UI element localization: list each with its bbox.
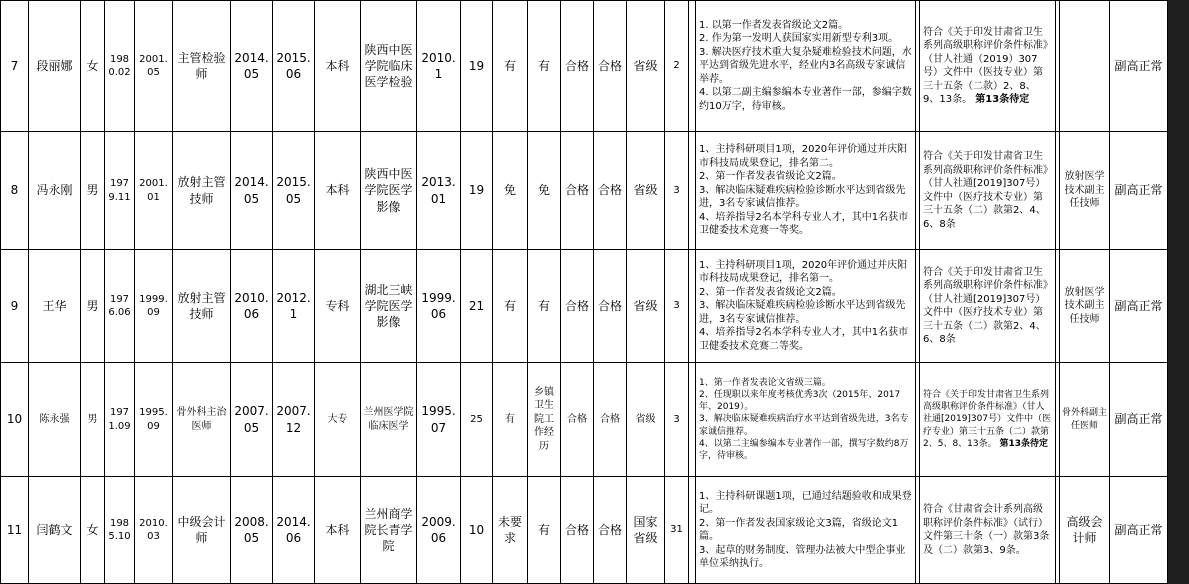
- condition-1-cell: 有: [493, 1, 528, 132]
- school-cell: 兰州医学院临床医学: [361, 363, 417, 477]
- basis-note: 第13条待定: [975, 94, 1029, 105]
- education-cell: 本科: [315, 132, 361, 250]
- edge-strip: [1168, 1, 1189, 132]
- basis-text: 符合《关于印发甘肃省卫生系列高级职称评价条件标准》（甘人社通[2019]307号）文件中（医疗技术专业）第三十五条（二）款第2、4、6、8条: [923, 267, 1048, 346]
- row-number: 7: [1, 1, 29, 132]
- achievement-item: 4、培养指导2名本学科专业人才，其中1名获市卫健委技术竞赛二等奖。: [699, 326, 912, 353]
- level-cell: 国家省级: [627, 477, 665, 584]
- edge-strip: [1168, 477, 1189, 584]
- basis-text: 符合《关于印发甘肃省卫生系列高级职称评价条件标准》（甘人社通（2019）307号）文件中（医技专业）第三十五条（二款）2、8、9、13条。: [923, 27, 1048, 106]
- row-number: 8: [1, 132, 29, 250]
- achievement-item: 4、以第二主编参编本专业著作一部，撰写字数约8万字，待审核。: [699, 438, 912, 462]
- achievement-item: 1、主持科研项目1项，2020年评价通过并庆阳市科技局成果登记，排名第一。: [699, 259, 912, 286]
- position-cell: 放射医学技术副主任技师: [1060, 132, 1110, 250]
- school-cell: 兰州商学院长青学院: [361, 477, 417, 584]
- condition-1-cell: 有: [493, 250, 528, 363]
- education-cell: 专科: [315, 250, 361, 363]
- condition-2-cell: 免: [528, 132, 561, 250]
- level-cell: 省级: [627, 363, 665, 477]
- level-cell: 省级: [627, 1, 665, 132]
- years-cell: 19: [461, 1, 493, 132]
- edge-strip: [1168, 132, 1189, 250]
- grad-date-cell: 1995.07: [417, 363, 461, 477]
- name-cell: 段丽娜: [29, 1, 81, 132]
- achievements-cell: [696, 477, 916, 584]
- level-cell: 省级: [627, 132, 665, 250]
- count-cell: 3: [665, 363, 689, 477]
- condition-4-cell: 合格: [594, 1, 627, 132]
- condition-4-cell: 合格: [594, 477, 627, 584]
- level2-cell: 副高正常: [1110, 477, 1168, 584]
- level2-cell: 副高正常: [1110, 132, 1168, 250]
- gender-cell: 男: [81, 132, 105, 250]
- achievement-item: 2、第一作者发表国家级论文3篇，省级论文1篇。: [699, 517, 912, 544]
- birth-cell: 1971.09: [105, 363, 135, 477]
- birth-cell: 1976.06: [105, 250, 135, 363]
- gender-cell: 女: [81, 477, 105, 584]
- condition-3-cell: 合格: [561, 363, 594, 477]
- achievement-item: 4、培养指导2名本学科专业人才，其中1名获市卫健委技术竞赛一等奖。: [699, 211, 912, 238]
- basis-cell: [920, 363, 1056, 477]
- school-cell: 陕西中医学院医学影像: [361, 132, 417, 250]
- school-cell: 湖北三峡学院医学影像: [361, 250, 417, 363]
- school-cell: 陕西中医学院临床医学检验: [361, 1, 417, 132]
- work-start-cell: 1999.09: [135, 250, 173, 363]
- condition-2-cell: 有: [528, 250, 561, 363]
- count-cell: 31: [665, 477, 689, 584]
- achievement-item: 2、第一作者发表省级论文2篇。: [699, 286, 912, 300]
- achievement-item: 2、任现职以来年度考核优秀3次（2015年、2017年、2019）。: [699, 389, 912, 413]
- work-start-cell: 1995.09: [135, 363, 173, 477]
- title-date2-cell: 2012.1: [273, 250, 315, 363]
- achievements-cell: [696, 250, 916, 363]
- condition-3-cell: 合格: [561, 132, 594, 250]
- condition-1-cell: 有: [493, 363, 528, 477]
- work-start-cell: 2001.05: [135, 1, 173, 132]
- table-row: [1, 132, 1189, 250]
- table-row: [1, 1, 1189, 132]
- edge-strip: [1168, 250, 1189, 363]
- gender-cell: 女: [81, 1, 105, 132]
- achievement-item: 3、解决临床疑难疾病检验诊断水平达到省级先进，3名专家诚信推荐。: [699, 299, 912, 326]
- work-start-cell: 2010.03: [135, 477, 173, 584]
- years-cell: 19: [461, 132, 493, 250]
- condition-2-cell: 乡镇卫生院工作经历: [528, 363, 561, 477]
- edge-strip: [1168, 363, 1189, 477]
- condition-3-cell: 合格: [561, 250, 594, 363]
- title-date2-cell: 2015.06: [273, 1, 315, 132]
- condition-4-cell: 合格: [594, 363, 627, 477]
- title-cell: 骨外科主治医师: [173, 363, 231, 477]
- level-cell: 省级: [627, 250, 665, 363]
- achievement-item: 1、第一作者发表论文省级三篇。: [699, 377, 912, 389]
- achievement-item: 1、主持科研课题1项，已通过结题验收和成果登记。: [699, 490, 912, 517]
- title-date2-cell: 2015.05: [273, 132, 315, 250]
- title-date-cell: 2008.05: [231, 477, 273, 584]
- birth-cell: 1979.11: [105, 132, 135, 250]
- basis-cell: [920, 250, 1056, 363]
- count-cell: 3: [665, 250, 689, 363]
- years-cell: 21: [461, 250, 493, 363]
- condition-2-cell: 有: [528, 477, 561, 584]
- achievement-item: 4. 以第二副主编参编本专业著作一部，参编字数约10万字，待审核。: [699, 86, 912, 113]
- basis-cell: [920, 132, 1056, 250]
- position-cell: 放射医学技术副主任技师: [1060, 250, 1110, 363]
- count-cell: 2: [665, 1, 689, 132]
- education-cell: 大专: [315, 363, 361, 477]
- level2-cell: 副高正常: [1110, 1, 1168, 132]
- grad-date-cell: 1999.06: [417, 250, 461, 363]
- achievement-item: 2. 作为第一发明人获国家实用新型专利3项。: [699, 32, 912, 46]
- name-cell: 王华: [29, 250, 81, 363]
- achievement-item: 2、第一作者发表省级论文2篇。: [699, 170, 912, 184]
- work-start-cell: 2001.01: [135, 132, 173, 250]
- row-number: 10: [1, 363, 29, 477]
- basis-text: 符合《甘肃省会计系列高级职称评价条件标准》（试行）文件第三十条（一）款第3条及（二）款第3、9条。: [923, 504, 1049, 556]
- name-cell: 陈永强: [29, 363, 81, 477]
- basis-text: 符合《关于印发甘肃省卫生系列高级职称评价条件标准》（甘人社通[2019]307号）文件中（医疗专业）第三十五条（二）款第2、5、8、13条。: [923, 390, 1051, 449]
- achievements-cell: [696, 363, 916, 477]
- name-cell: 冯永刚: [29, 132, 81, 250]
- years-cell: 10: [461, 477, 493, 584]
- position-cell: 骨外科副主任医师: [1060, 363, 1110, 477]
- condition-3-cell: 合格: [561, 477, 594, 584]
- title-cell: 放射主管技师: [173, 250, 231, 363]
- education-cell: 本科: [315, 1, 361, 132]
- title-date-cell: 2014.05: [231, 132, 273, 250]
- grad-date-cell: 2009.06: [417, 477, 461, 584]
- condition-1-cell: 未要求: [493, 477, 528, 584]
- title-date-cell: 2007.05: [231, 363, 273, 477]
- education-cell: 本科: [315, 477, 361, 584]
- condition-4-cell: 合格: [594, 132, 627, 250]
- title-date-cell: 2010.06: [231, 250, 273, 363]
- level2-cell: 副高正常: [1110, 250, 1168, 363]
- grad-date-cell: 2013.01: [417, 132, 461, 250]
- achievement-item: 1. 以第一作者发表省级论文2篇。: [699, 19, 912, 33]
- name-cell: 闫鹤文: [29, 477, 81, 584]
- achievement-item: 3、解决临床疑难疾病检验诊断水平达到省级先进，3名专家诚信推荐。: [699, 184, 912, 211]
- achievements-cell: [696, 132, 916, 250]
- table-row: [1, 477, 1189, 584]
- achievement-item: 3. 解决医疗技术重大复杂疑难检验技术问题，水平达到省级先进水平，经业内3名高级专家诚信举荐。: [699, 46, 912, 87]
- basis-text: 符合《关于印发甘肃省卫生系列高级职称评价条件标准》（甘人社通[2019]307号）文件中（医疗技术专业）第三十五条（二）款第2、4、6、8条: [923, 151, 1048, 230]
- count-cell: 3: [665, 132, 689, 250]
- condition-1-cell: 免: [493, 132, 528, 250]
- achievement-item: 3、起草的财务制度、管理办法被大中型企事业单位采纳执行。: [699, 544, 912, 571]
- title-cell: 放射主管技师: [173, 132, 231, 250]
- row-number: 9: [1, 250, 29, 363]
- title-date-cell: 2014.05: [231, 1, 273, 132]
- title-cell: 中级会计师: [173, 477, 231, 584]
- row-number: 11: [1, 477, 29, 584]
- condition-3-cell: 合格: [561, 1, 594, 132]
- basis-note: 第13条待定: [1000, 439, 1049, 449]
- gender-cell: 男: [81, 250, 105, 363]
- basis-cell: [920, 1, 1056, 132]
- title-cell: 主管检验师: [173, 1, 231, 132]
- birth-cell: 1985.10: [105, 477, 135, 584]
- table-row: [1, 250, 1189, 363]
- condition-2-cell: 有: [528, 1, 561, 132]
- birth-cell: 1980.02: [105, 1, 135, 132]
- basis-cell: [920, 477, 1056, 584]
- achievement-item: 1、主持科研项目1项，2020年评价通过并庆阳市科技局成果登记，排名第二。: [699, 143, 912, 170]
- level2-cell: 副高正常: [1110, 363, 1168, 477]
- title-date2-cell: 2014.06: [273, 477, 315, 584]
- table-row: [1, 363, 1189, 477]
- years-cell: 25: [461, 363, 493, 477]
- condition-4-cell: 合格: [594, 250, 627, 363]
- position-cell: [1060, 1, 1110, 132]
- achievements-cell: [696, 1, 916, 132]
- achievement-item: 3、解决临床疑难疾病治疗水平达到省级先进，3名专家诚信推荐。: [699, 413, 912, 437]
- grad-date-cell: 2010.1: [417, 1, 461, 132]
- gender-cell: 男: [81, 363, 105, 477]
- title-date2-cell: 2007.12: [273, 363, 315, 477]
- position-cell: 高级会计师: [1060, 477, 1110, 584]
